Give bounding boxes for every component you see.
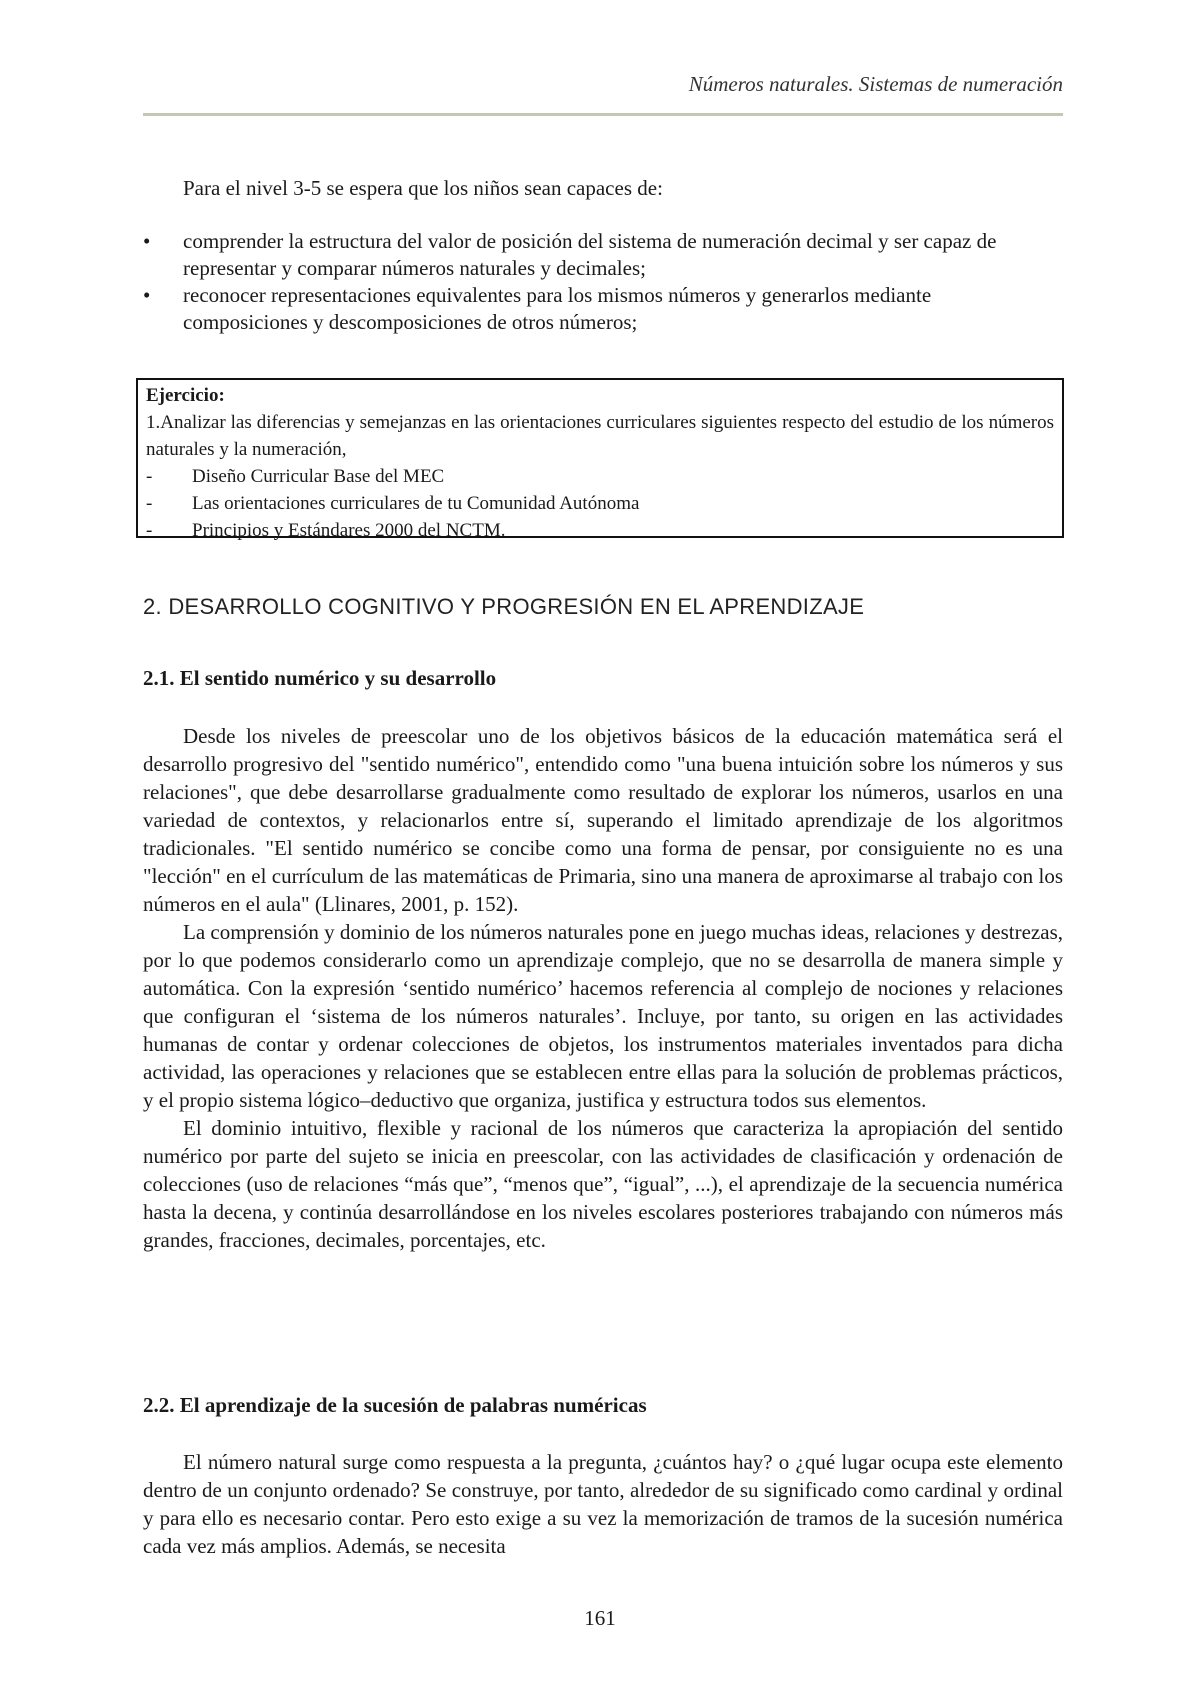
exercise-box (136, 378, 1064, 541)
bullet-icon: • (143, 229, 151, 253)
header-rule (143, 113, 1063, 116)
bullet-icon: • (143, 283, 151, 307)
exercise-item (146, 517, 1054, 544)
paragraph: El dominio intuitivo, flexible y racional de los números que caracteriza la apropiación del sentido numérico por parte del sujeto se inicia en preescolar, con las actividades de clasificación y ordenación de colecciones (uso de relaciones “más que”, “menos que”, “igual”, ...), el aprendizaje de la secuencia numérica hasta la decena, y continúa desarrollándose en los niveles escolares posteriores trabajando con números más grandes, fracciones, decimales, porcentajes, etc. (143, 1116, 1063, 1252)
exercise-item-text: Diseño Curricular Base del MEC (192, 466, 445, 487)
paragraph: La comprensión y dominio de los números naturales pone en juego muchas ideas, relaciones y destrezas, por lo que podemos considerarlo como un aprendizaje complejo, que no se desarrolla de manera simple y automática. Con la expresión ‘sentido numérico’ hacemos referencia al complejo de nociones y relaciones que configuran el ‘sistema de los números naturales’. Incluye, por tanto, su origen en las actividades humanas de contar y ordenar colecciones de objetos, los instrumentos materiales inventados para dicha actividad, las operaciones y relaciones que se establecen entre ellas para la solución de problemas prácticos, y el propio sistema lógico–deductivo que organiza, justifica y estructura todos sus elementos. (143, 920, 1063, 1112)
dash-icon: - (146, 466, 153, 487)
exercise-item-text: Principios y Estándares 2000 del NCTM. (192, 520, 506, 541)
subsection-heading: 2.1. El sentido numérico y su desarrollo (143, 666, 497, 690)
list-item (143, 228, 1023, 282)
running-header: Números naturales. Sistemas de numeración (688, 72, 1063, 96)
exercise-item (146, 463, 1054, 490)
intro-lead: Para el nivel 3-5 se espera que los niños sean capaces de: (183, 176, 663, 200)
page-number: 161 (584, 1606, 616, 1630)
exercise-task: 1.Analizar las diferencias y semejanzas en las orientaciones curriculares siguientes respecto del estudio de los números naturales y la numeración, (146, 412, 1054, 460)
bullet-text: comprender la estructura del valor de posición del sistema de numeración decimal y ser capaz de representar y comparar números naturales y decimales; (183, 229, 997, 280)
exercise-item (146, 490, 1054, 517)
paragraph: El número natural surge como respuesta a la pregunta, ¿cuántos hay? o ¿qué lugar ocupa este elemento dentro de un conjunto ordenado? Se construye, por tanto, alrededor de su significado como cardinal y ordinal y para ello es necesario contar. Pero esto exige a su vez la memorización de tramos de la sucesión numérica cada vez más amplios. Además, se necesita (143, 1450, 1063, 1558)
exercise-item-text: Las orientaciones curriculares de tu Comunidad Autónoma (192, 493, 640, 514)
paragraph: Desde los niveles de preescolar uno de los objetivos básicos de la educación matemática será el desarrollo progresivo del "sentido numérico", entendido como "una buena intuición sobre los números y sus relaciones", que debe desarrollarse gradualmente como resultado de explorar los números, usarlos en una variedad de contextos, y relacionarlos entre sí, superando el limitado aprendizaje de los algoritmos tradicionales. "El sentido numérico se concibe como una forma de pensar, por consiguiente no es una "lección" en el currículum de las matemáticas de Primaria, sino una manera de aproximarse al trabajo con los números en el aula" (Llinares, 2001, p. 152). (143, 724, 1063, 916)
subsection-heading: 2.2. El aprendizaje de la sucesión de palabras numéricas (143, 1393, 647, 1417)
objectives-list (143, 228, 1023, 336)
list-item (143, 282, 1023, 336)
section-heading: 2. DESARROLLO COGNITIVO Y PROGRESIÓN EN EL APRENDIZAJE (143, 594, 865, 619)
bullet-text: reconocer representaciones equivalentes para los mismos números y generarlos mediante composiciones y descomposiciones de otros números; (183, 283, 932, 334)
subsection-body (143, 1448, 1063, 1560)
exercise-title: Ejercicio: (146, 385, 225, 406)
subsection-body (143, 722, 1063, 1254)
dash-icon: - (146, 520, 153, 541)
dash-icon: - (146, 493, 153, 514)
